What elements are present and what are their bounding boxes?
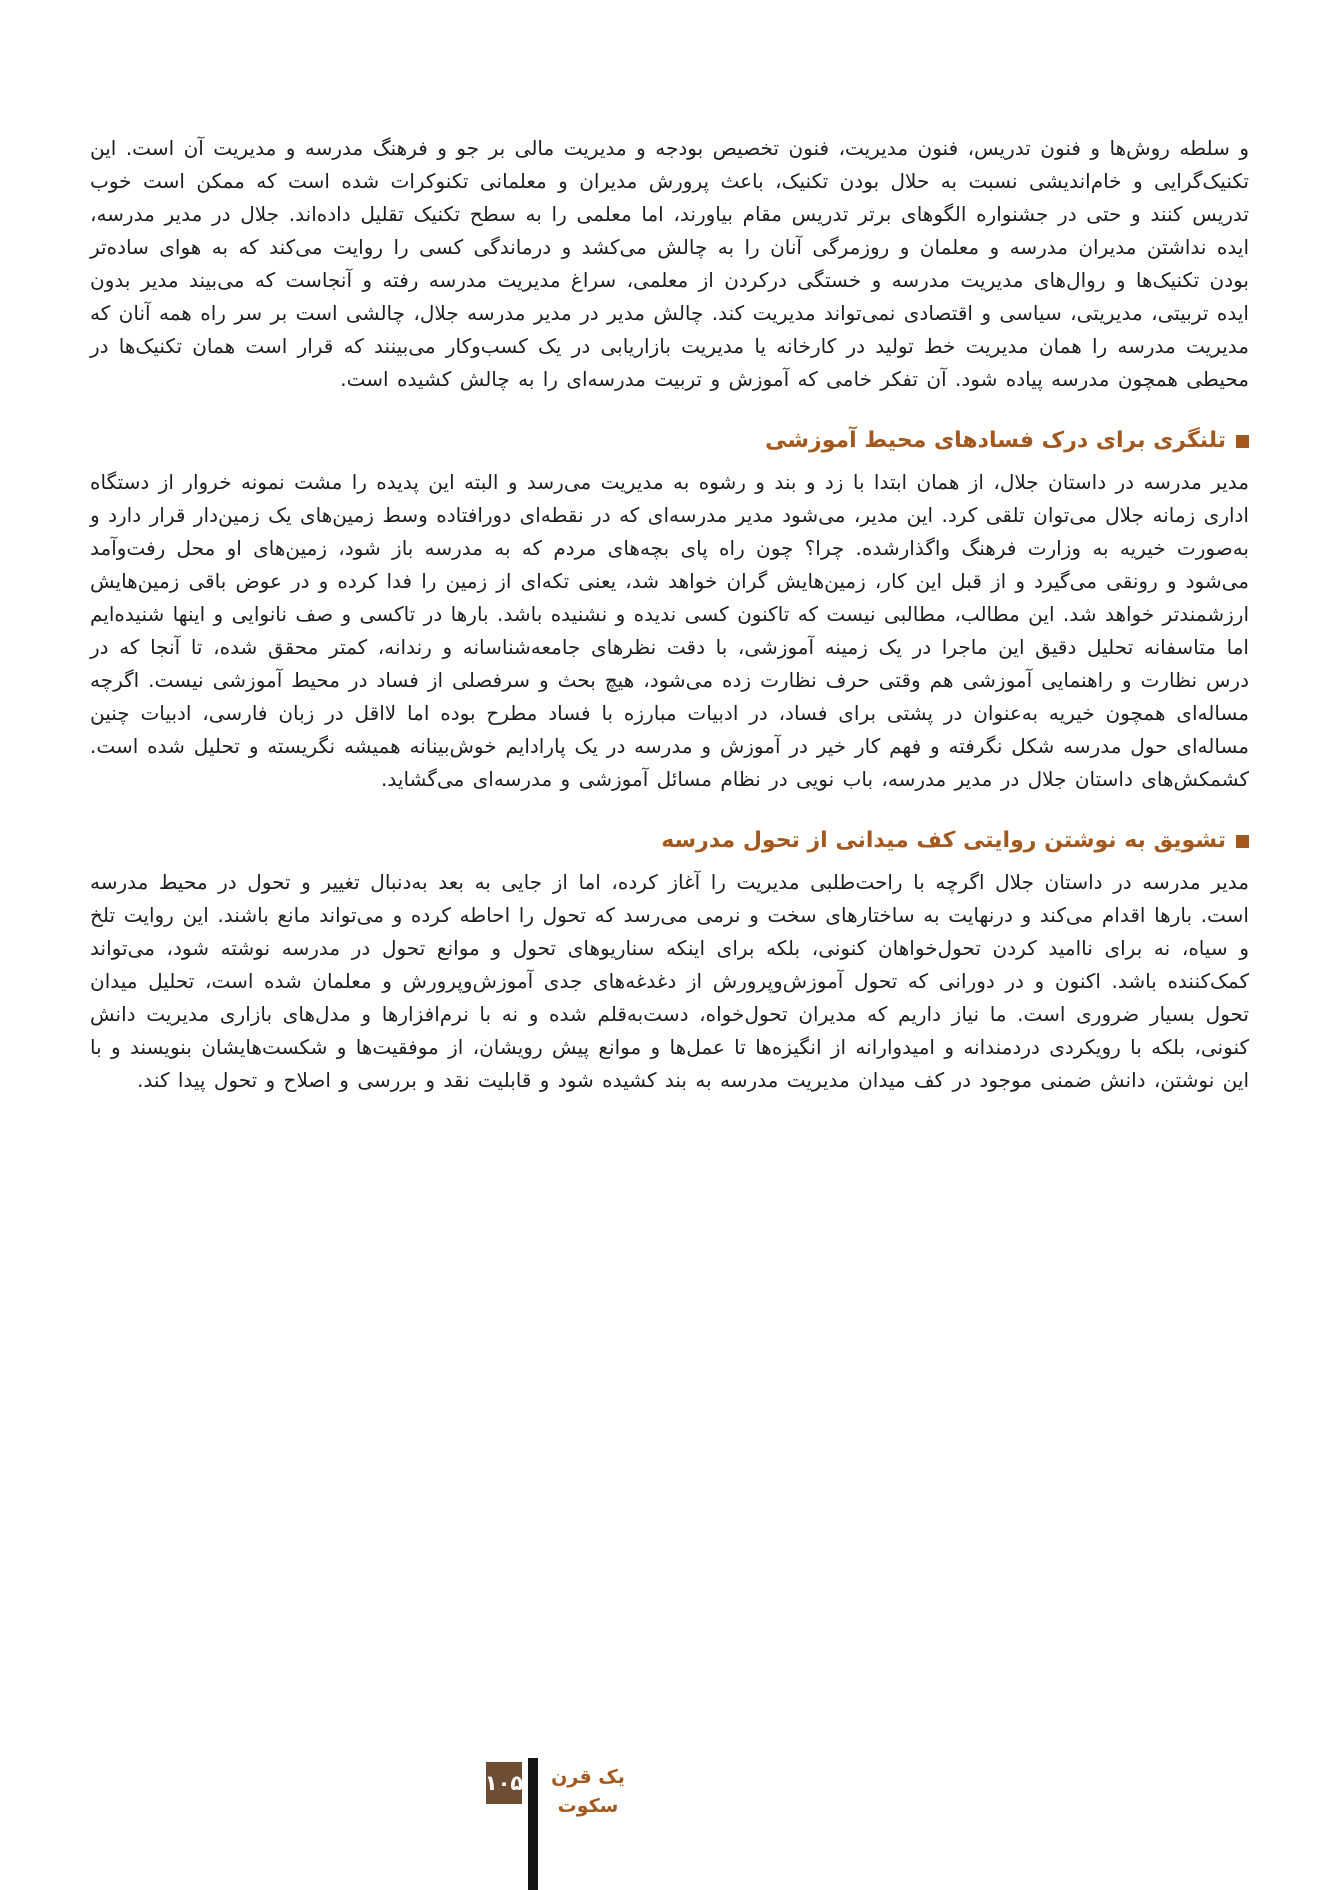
page-number-badge (486, 1762, 522, 1804)
section-heading-corruption (90, 426, 1249, 456)
book-title (548, 1763, 628, 1821)
section-body-corruption: مدیر مدرسه در داستان جلال، از همان ابتدا با زد و بند و رشوه به مدیریت می‌رسد و البته این پدیده را مشت نمونه خروار از دستگاه اداری زمانه جلال می‌توان تلقی کرد. این مدیر، می‌شود مدیر مدرسه‌ای که در نقطه‌ای دورافتاده وسط زمین‌های یک زمین‌دار قرار دارد و به‌صورت خیریه به وزارت فرهنگ واگذارشده. چرا؟ چون راه پای بچه‌های مردم که به مدرسه باز شود، زمین‌های او محل رفت‌وآمد می‌شود و رونقی می‌گیرد و از قبل این کار، زمین‌هایش گران خواهد شد، یعنی تکه‌ای از زمین را فدا کرده و در عوض باقی زمین‌هایش ارزشمندتر خواهد شد. این مطالب، مطالبی نیست که تاکنون کسی ندیده و نشنیده باشد. بارها در تاکسی و صف نانوایی و اینها شنیده‌ایم اما متاسفانه تحلیل دقیق این ماجرا در یک زمینه آموزشی، با دقت نظرهای جامعه‌شناسانه و رندانه، کمتر محقق شده، تا آنجا که در درس نظارت و راهنمایی آموزشی هم وقتی حرف نظارت زده می‌شود، هیچ بحث و سرفصلی از فساد در محیط آموزشی نیست. اگرچه مساله‌ای همچون خیریه به‌عنوان در پشتی برای فساد، در ادبیات مبارزه با فساد مطرح بوده اما لااقل در زبان فارسی، ادبیات چنین مساله‌ای حول مدرسه شکل نگرفته و فهم کار خیر در آموزش و مدرسه در یک پارادایم خوش‌بینانه همیشه نگریسته و تحلیل شده است. کشمکش‌های داستان جلال در مدیر مدرسه، باب نویی در نظام مسائل آموزشی و مدرسه‌ای می‌گشاید. (90, 470, 1249, 791)
intro-paragraph: و سلطه روش‌ها و فنون تدریس، فنون مدیریت، فنون تخصیص بودجه و مدیریت مالی بر جو و فرهنگ مدرسه و مدیریت آن است. این تکنیک‌گرایی و خام‌اندیشی نسبت به حلال بودن تکنیک، باعث پرورش مدیران و معلمانی تکنوکرات شده است که ممکن است خوب تدریس کنند و حتی در جشنواره الگوهای برتر تدریس مقام بیاورند، اما معلمی را به سطح تکنیک تقلیل داده‌اند. جلال در مدیر مدرسه، ایده نداشتن مدیران مدرسه و معلمان و روزمرگی آنان را به چالش می‌کشد و درماندگی کسی را روایت می‌کند که به هوای ساده‌تر بودن تکنیک‌ها و روال‌های مدیریت مدرسه و خستگی درکردن از معلمی، سراغ مدیریت مدرسه رفته و آنجاست که می‌بیند مدیر بدون ایده تربیتی، مدیریتی، سیاسی و اقتصادی نمی‌تواند مدیریت کند. چالش مدیر در مدیر مدرسه جلال، چالشی است بر سر راه همه آنان که مدیریت مدرسه را همان مدیریت خط تولید در کارخانه یا مدیریت بازاریابی در یک کسب‌وکار می‌بینند که قرار است همان تکنیک‌ها در محیطی همچون مدرسه پیاده شود. آن تفکر خامی که آموزش و تربیت مدرسه‌ای را به چالش کشیده است. (90, 136, 1249, 391)
book-title-line1: یک قرن (551, 1766, 625, 1788)
section-body-transformation: مدیر مدرسه در داستان جلال اگرچه با راحت‌طلبی مدیریت را آغاز کرده، اما از جایی به بعد به‌دنبال تغییر و تحول در محیط مدرسه است. بارها اقدام می‌کند و درنهایت به ساختارهای سخت و نرمی می‌رسد که تحول را احاطه کرده و می‌تواند مانع باشند. این روایت تلخ و سیاه، نه برای ناامید کردن تحول‌خواهان کنونی، بلکه برای اینکه سناریوهای تحول و موانع تحول در مدرسه نوشته شود، می‌تواند کمک‌کننده باشد. اکنون و در دورانی که تحول آموزش‌وپرورش از دغدغه‌های جدی آموزش‌وپرورش و معلمان شده است، تحلیل میدان تحول بسیار ضروری است. ما نیاز داریم که مدیران تحول‌خواه، دست‌به‌قلم شده و نه با نرم‌افزارها و مدل‌های بازاری مدیریت دانش کنونی، بلکه با رویکردی دردمندانه و امیدوارانه از انگیزه‌ها تا عمل‌ها و موانع پیش رویشان، از موفقیت‌ها و شکست‌هایشان بنویسند و با این نوشتن، دانش ضمنی موجود در کف میدان مدیریت مدرسه به بند کشیده شود و قابلیت نقد و بررسی و اصلاح و تحول پیدا کند. (90, 870, 1249, 1092)
page-number: ۱۰۵ (484, 1771, 524, 1795)
square-bullet-icon (1236, 435, 1249, 448)
text-column (90, 132, 1249, 1103)
book-title-line2: سکوت (557, 1795, 619, 1817)
section-heading-label: تلنگری برای درک فسادهای محیط آموزشی (765, 428, 1226, 453)
square-bullet-icon (1236, 835, 1249, 848)
section-heading-label: تشویق به نوشتن روایتی کف میدانی از تحول مدرسه (661, 828, 1226, 853)
footer-divider-bar (528, 1758, 538, 1890)
section-heading-transformation (90, 826, 1249, 856)
